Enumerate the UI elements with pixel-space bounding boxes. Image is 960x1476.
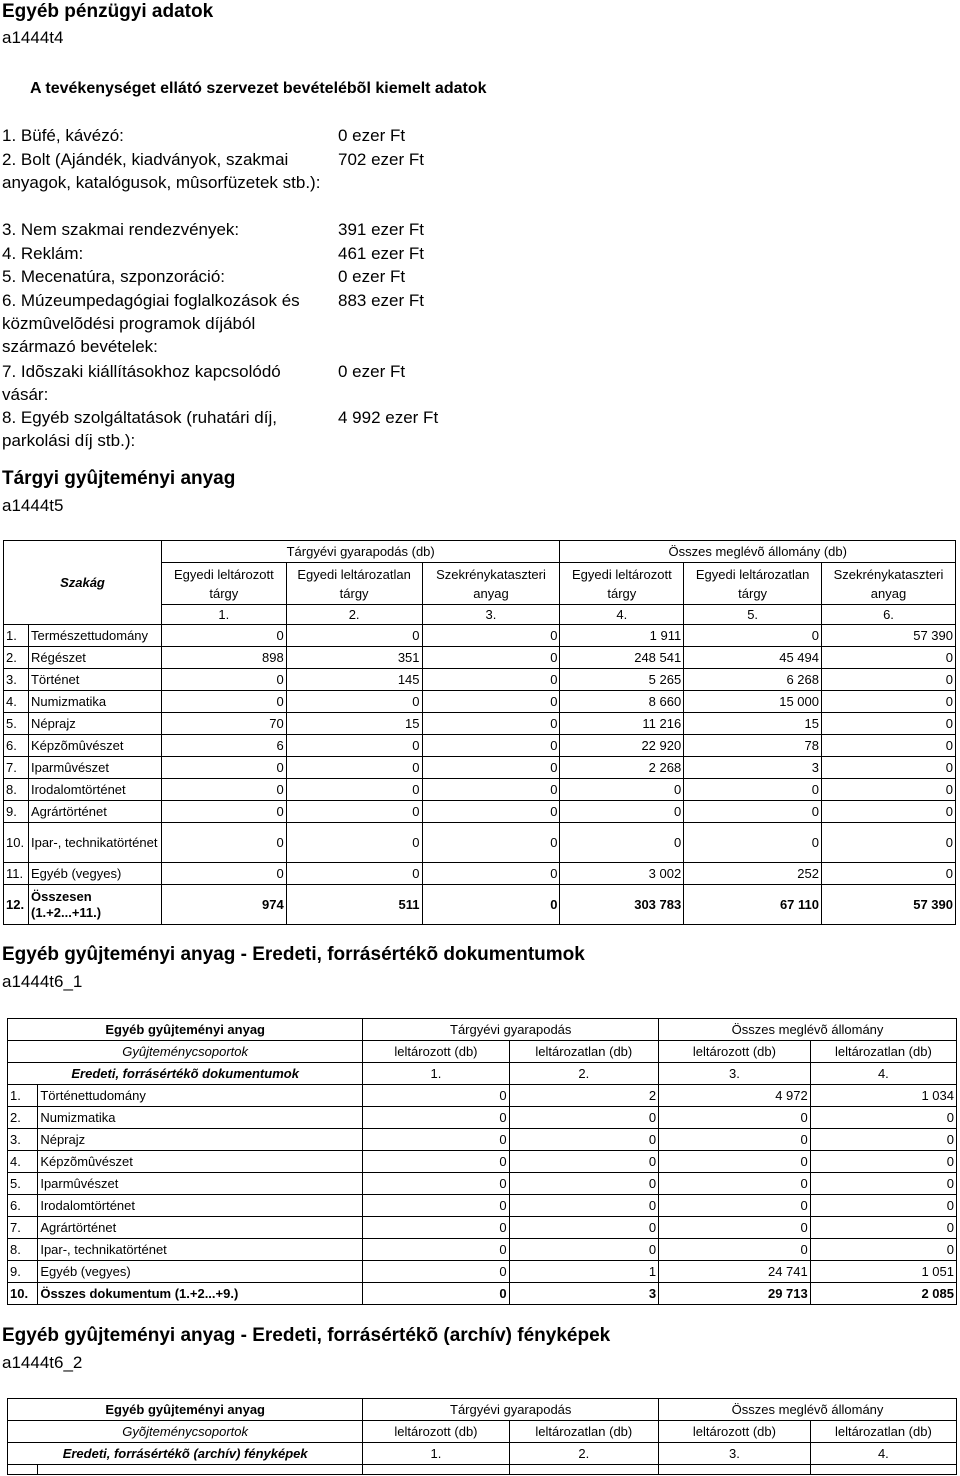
cell-value: 0 [363, 1217, 509, 1239]
section3-title: Egyéb gyûjteményi anyag - Eredeti, forrásértékõ dokumentumok [2, 944, 585, 965]
section2-title: Tárgyi gyûjteményi anyag [2, 468, 236, 489]
table-row [8, 1261, 957, 1283]
revenue-label: 1. Büfé, kávézó: [2, 126, 124, 145]
cell-value: 0 [822, 713, 956, 735]
cell-value: 0 [684, 779, 822, 801]
table-row [4, 691, 956, 713]
row-name: Természettudomány [28, 625, 161, 647]
column-number: 6. [822, 605, 956, 625]
cell-value: 0 [509, 1129, 659, 1151]
row-number: 2. [8, 1107, 38, 1129]
row-number: 5. [8, 1173, 38, 1195]
cell-value: 0 [822, 691, 956, 713]
column-number: 2. [509, 1063, 659, 1085]
row-name: Iparmûvészet [38, 1173, 363, 1195]
row-number: 4. [8, 1151, 38, 1173]
column-number: 3. [422, 605, 560, 625]
cell-value: 15 [684, 713, 822, 735]
table-row [4, 669, 956, 691]
row-name: Néprajz [38, 1129, 363, 1151]
cell-value: 0 [822, 779, 956, 801]
table-row [4, 823, 956, 863]
cell-value: 0 [659, 1173, 811, 1195]
revenue-label: 2. Bolt (Ajándék, kiadványok, szakmai anyagok, katalógusok, mûsorfüzetek stb.): [2, 150, 321, 192]
cell-value: 0 [810, 1217, 956, 1239]
cell-value: 24 741 [659, 1261, 811, 1283]
cell-value: 0 [422, 713, 560, 735]
column-header: Egyedi leltározatlan tárgy [684, 563, 822, 605]
cell-value: 0 [422, 823, 560, 863]
section1-code: a1444t4 [2, 28, 64, 47]
column-header: leltározatlan (db) [810, 1041, 956, 1063]
column-number: 1. [161, 605, 286, 625]
cell-value: 0 [363, 1239, 509, 1261]
cell-value: 0 [659, 1217, 811, 1239]
cell-value: 0 [659, 1107, 811, 1129]
table-row [8, 1195, 957, 1217]
cell-value: 0 [422, 647, 560, 669]
cell-value: 22 920 [560, 735, 684, 757]
cell-value: 15 [286, 713, 422, 735]
cell-value: 0 [363, 1195, 509, 1217]
revenue-label: 7. Idõszaki kiállításokhoz kapcsolódó vásár: [2, 362, 281, 404]
column-header: Szekrénykataszteri anyag [822, 563, 956, 605]
row-name: Régészet [28, 647, 161, 669]
cell-value: 0 [659, 1129, 811, 1151]
cell-value: 3 [509, 1283, 659, 1305]
row-name: Egyéb (vegyes) [38, 1261, 363, 1283]
table-row [8, 1217, 957, 1239]
table-row [4, 625, 956, 647]
group-header-total: Összes meglévõ állomány [659, 1019, 957, 1041]
table-header-main: Egyéb gyûjteményi anyag [8, 1399, 363, 1421]
column-header: leltározatlan (db) [810, 1421, 956, 1443]
photos-table [7, 1398, 957, 1475]
cell-value: 0 [161, 823, 286, 863]
cell-value: 351 [286, 647, 422, 669]
cell-value: 70 [161, 713, 286, 735]
table-row [4, 801, 956, 823]
row-name: Agrártörténet [28, 801, 161, 823]
cell-value: 8 660 [560, 691, 684, 713]
row-number: 9. [8, 1261, 38, 1283]
cell-value: 0 [822, 823, 956, 863]
cell-value: 0 [659, 1239, 811, 1261]
column-number: 2. [509, 1443, 659, 1465]
cell-value: 6 268 [684, 669, 822, 691]
row-number: 10. [4, 823, 29, 863]
section2-code: a1444t5 [2, 496, 64, 515]
cell-value: 0 [560, 801, 684, 823]
cell-value: 0 [684, 625, 822, 647]
column-number: 2. [286, 605, 422, 625]
section4-title: Egyéb gyûjteményi anyag - Eredeti, forrásértékõ (archív) fényképek [2, 1325, 611, 1346]
cell-value: 0 [422, 863, 560, 885]
cell-value: 29 713 [659, 1283, 811, 1305]
cell-value: 0 [822, 669, 956, 691]
cell-value: 0 [161, 779, 286, 801]
cell-value: 11 216 [560, 713, 684, 735]
row-number: 9. [4, 801, 29, 823]
table-row [8, 1151, 957, 1173]
cell-value: 0 [363, 1107, 509, 1129]
row-name: Összes dokumentum (1.+2...+9.) [38, 1283, 363, 1305]
revenue-value: 461 ezer Ft [338, 244, 424, 263]
revenue-label: 6. Múzeumpedagógiai foglalkozások és közmûvelõdési programok díjából származó bevételek: [2, 291, 300, 356]
row-name: Agrártörténet [38, 1217, 363, 1239]
row-number: 11. [4, 863, 29, 885]
column-number: 1. [363, 1443, 509, 1465]
row-name: Irodalomtörténet [28, 779, 161, 801]
cell-value: 0 [161, 625, 286, 647]
revenue-value: 0 ezer Ft [338, 362, 406, 381]
group-header-growth: Tárgyévi gyarapodás [363, 1399, 659, 1421]
cell-value: 0 [161, 669, 286, 691]
cell-value: 0 [363, 1283, 509, 1305]
table-row [4, 647, 956, 669]
cell-value: 0 [560, 779, 684, 801]
cell-value: 2 [509, 1085, 659, 1107]
section3-code: a1444t6_1 [2, 972, 83, 991]
cell-value: 2 085 [810, 1283, 956, 1305]
revenue-value: 4 992 ezer Ft [338, 408, 439, 427]
row-number: 4. [4, 691, 29, 713]
cell-value: 0 [822, 647, 956, 669]
column-header: Egyedi leltározott tárgy [560, 563, 684, 605]
revenue-value: 391 ezer Ft [338, 220, 424, 239]
row-number: 7. [8, 1217, 38, 1239]
cell-value: 0 [161, 863, 286, 885]
cell-value: 0 [286, 691, 422, 713]
cell-value: 5 265 [560, 669, 684, 691]
cell-value: 0 [422, 669, 560, 691]
cell-value: 0 [659, 1195, 811, 1217]
cell-value: 0 [822, 801, 956, 823]
cell-value: 0 [422, 735, 560, 757]
row-name: Iparmûvészet [28, 757, 161, 779]
group-header-growth: Tárgyévi gyarapodás (db) [161, 541, 560, 563]
cell-value: 57 390 [822, 625, 956, 647]
groups-header: Gyõjteménycsoportok [8, 1421, 363, 1443]
cell-value: 0 [286, 735, 422, 757]
cell-value: 0 [810, 1107, 956, 1129]
table-row [8, 1129, 957, 1151]
cell-value: 0 [286, 625, 422, 647]
revenue-label: 8. Egyéb szolgáltatások (ruhatári díj, parkolási díj stb.): [2, 408, 277, 450]
cell-value: 0 [422, 801, 560, 823]
row-number: 6. [4, 735, 29, 757]
cell-value: 0 [822, 735, 956, 757]
cell-value: 57 390 [822, 885, 956, 925]
row-number: 1. [8, 1085, 38, 1107]
column-header: leltározott (db) [363, 1041, 509, 1063]
cell-value: 252 [684, 863, 822, 885]
szakag-header: Szakág [4, 541, 162, 625]
cell-value: 0 [286, 801, 422, 823]
cell-value: 0 [422, 757, 560, 779]
cell-value: 898 [161, 647, 286, 669]
row-number: 6. [8, 1195, 38, 1217]
cell-value: 0 [810, 1129, 956, 1151]
column-header: leltározott (db) [659, 1421, 811, 1443]
cell-value: 974 [161, 885, 286, 925]
row-name: Összesen (1.+2...+11.) [28, 885, 161, 925]
cell-value: 0 [684, 801, 822, 823]
table-row [4, 713, 956, 735]
revenue-label: 5. Mecenatúra, szponzoráció: [2, 267, 226, 286]
column-number: 3. [659, 1443, 811, 1465]
column-header: leltározott (db) [363, 1421, 509, 1443]
section4-code: a1444t6_2 [2, 1353, 83, 1372]
cell-value: 0 [810, 1151, 956, 1173]
cell-value: 0 [560, 823, 684, 863]
row-number: 1. [4, 625, 29, 647]
row-number: 7. [4, 757, 29, 779]
cell-value: 1 911 [560, 625, 684, 647]
cell-value: 0 [286, 779, 422, 801]
table-row [4, 779, 956, 801]
cell-value: 0 [509, 1173, 659, 1195]
cell-value: 45 494 [684, 647, 822, 669]
category-header: Eredeti, forrásértékõ (archív) fényképek [8, 1443, 363, 1465]
cell-value: 15 000 [684, 691, 822, 713]
cell-value: 145 [286, 669, 422, 691]
row-name: Néprajz [28, 713, 161, 735]
cell-value: 248 541 [560, 647, 684, 669]
table-row [4, 735, 956, 757]
collection-table [3, 540, 956, 925]
cell-value: 0 [286, 757, 422, 779]
cell-value: 6 [161, 735, 286, 757]
row-number: 2. [4, 647, 29, 669]
row-name: Ipar-, technikatörténet [28, 823, 161, 863]
table-row [4, 863, 956, 885]
cell-value: 0 [422, 885, 560, 925]
column-header: leltározatlan (db) [509, 1421, 659, 1443]
cell-value: 0 [286, 823, 422, 863]
cell-value: 0 [509, 1195, 659, 1217]
table-row [4, 885, 956, 925]
cell-value: 78 [684, 735, 822, 757]
cell-value: 0 [509, 1107, 659, 1129]
revenue-label: 4. Reklám: [2, 244, 84, 263]
category-header: Eredeti, forrásértékõ dokumentumok [8, 1063, 363, 1085]
revenue-value: 0 ezer Ft [338, 126, 406, 145]
row-name: Egyéb (vegyes) [28, 863, 161, 885]
row-number: 12. [4, 885, 29, 925]
cell-value: 4 972 [659, 1085, 811, 1107]
column-number: 5. [684, 605, 822, 625]
cell-value: 303 783 [560, 885, 684, 925]
row-number: 8. [8, 1239, 38, 1261]
row-number: 8. [4, 779, 29, 801]
documents-table [7, 1018, 957, 1305]
group-header-total: Összes meglévõ állomány [659, 1399, 957, 1421]
cell-value: 1 051 [810, 1261, 956, 1283]
group-header-growth: Tárgyévi gyarapodás [363, 1019, 659, 1041]
cell-value: 2 268 [560, 757, 684, 779]
column-number: 4. [560, 605, 684, 625]
row-name: Ipar-, technikatörténet [38, 1239, 363, 1261]
table-row [4, 757, 956, 779]
row-number: 10. [8, 1283, 38, 1305]
cell-value: 0 [509, 1151, 659, 1173]
cell-value: 0 [422, 625, 560, 647]
cell-value: 0 [286, 863, 422, 885]
cell-value: 0 [363, 1261, 509, 1283]
cell-value: 3 [684, 757, 822, 779]
cell-value: 511 [286, 885, 422, 925]
row-name: Irodalomtörténet [38, 1195, 363, 1217]
row-name: Numizmatika [38, 1107, 363, 1129]
cell-value: 67 110 [684, 885, 822, 925]
groups-header: Gyûjteménycsoportok [8, 1041, 363, 1063]
cell-value: 0 [810, 1239, 956, 1261]
cell-value: 0 [363, 1129, 509, 1151]
row-number: 3. [4, 669, 29, 691]
cell-value: 0 [363, 1151, 509, 1173]
cell-value: 0 [822, 863, 956, 885]
revenue-label: 3. Nem szakmai rendezvények: [2, 220, 240, 239]
cell-value: 0 [810, 1195, 956, 1217]
cell-value: 1 034 [810, 1085, 956, 1107]
column-header: Egyedi leltározott tárgy [161, 563, 286, 605]
cell-value: 0 [810, 1173, 956, 1195]
cell-value: 3 002 [560, 863, 684, 885]
cell-value: 0 [509, 1239, 659, 1261]
column-header: Szekrénykataszteri anyag [422, 563, 560, 605]
column-number: 1. [363, 1063, 509, 1085]
table-row [8, 1085, 957, 1107]
cell-value: 0 [509, 1217, 659, 1239]
cell-value: 0 [363, 1173, 509, 1195]
column-number: 3. [659, 1063, 811, 1085]
cell-value: 0 [822, 757, 956, 779]
row-name: Történettudomány [38, 1085, 363, 1107]
revenue-value: 0 ezer Ft [338, 267, 406, 286]
cell-value: 1 [509, 1261, 659, 1283]
row-number: 5. [4, 713, 29, 735]
row-name: Képzõmûvészet [38, 1151, 363, 1173]
revenue-value: 702 ezer Ft [338, 150, 424, 169]
cell-value: 0 [363, 1085, 509, 1107]
row-name: Képzõmûvészet [28, 735, 161, 757]
table-row [8, 1173, 957, 1195]
revenue-value: 883 ezer Ft [338, 291, 424, 310]
column-header: Egyedi leltározatlan tárgy [286, 563, 422, 605]
cell-value: 0 [422, 691, 560, 713]
row-name: Numizmatika [28, 691, 161, 713]
cell-value: 0 [161, 801, 286, 823]
cell-value: 0 [684, 823, 822, 863]
section1-title: Egyéb pénzügyi adatok [2, 1, 214, 22]
cell-value: 0 [659, 1151, 811, 1173]
row-number: 3. [8, 1129, 38, 1151]
column-number: 4. [810, 1443, 956, 1465]
column-number: 4. [810, 1063, 956, 1085]
row-name: Történet [28, 669, 161, 691]
cell-value: 0 [161, 691, 286, 713]
column-header: leltározott (db) [659, 1041, 811, 1063]
cell-value: 0 [161, 757, 286, 779]
section1-subtitle: A tevékenységet ellátó szervezet bevételébõl kiemelt adatok [30, 80, 487, 97]
table-header-main: Egyéb gyûjteményi anyag [8, 1019, 363, 1041]
column-header: leltározatlan (db) [509, 1041, 659, 1063]
table-row [8, 1107, 957, 1129]
table-row [8, 1283, 957, 1305]
group-header-total: Összes meglévõ állomány (db) [560, 541, 956, 563]
cell-value: 0 [422, 779, 560, 801]
table-row [8, 1239, 957, 1261]
